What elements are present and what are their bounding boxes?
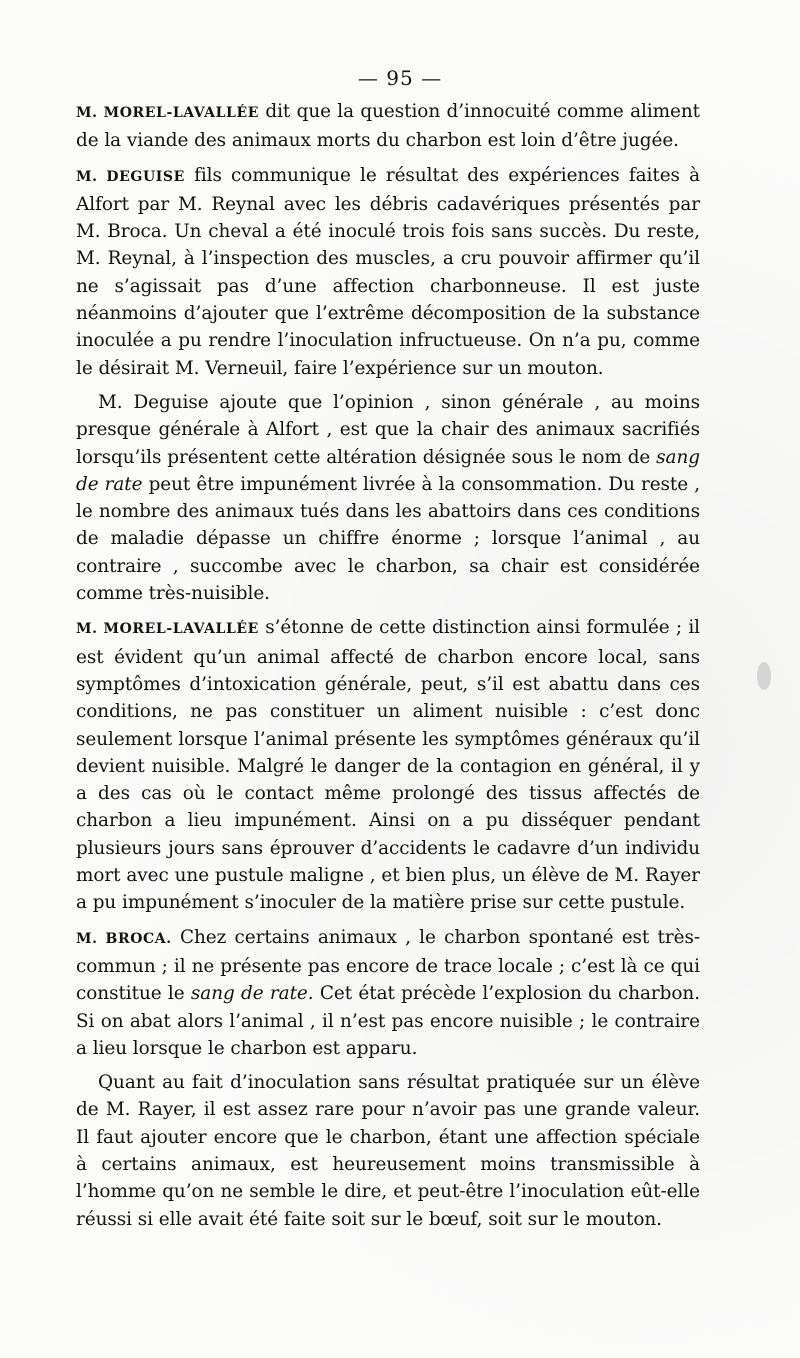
body-text bbox=[76, 98, 700, 1240]
speaker-name: M. DEGUISE bbox=[76, 168, 185, 185]
paragraph-broca-1 bbox=[76, 924, 700, 1062]
paragraph-text: s’étonne de cette distinction ainsi formulée ; il est évident qu’un animal affecté de charbon encore local, sans symptômes d’intoxication générale, peut, s’il est abattu dans ces conditions, ne pas constituer un aliment nuisible : c’est donc seulement lorsque l’animal présente les symptômes généraux qu’il devient nuisible. Malgré le danger de la contagion en général, il y a des cas où le contact même prolongé des tissus affectés de charbon a lieu impunément. Ainsi on a pu disséquer pendant plusieurs jours sans éprouver d’accidents le cadavre d’un individu mort avec une pustule maligne , et bien plus, un élève de M. Rayer a pu impunément s’inoculer de la matière prise sur cette pustule. bbox=[76, 617, 700, 914]
paragraph-text: Chez certains animaux , le charbon spontané est très-commun ; il ne présente pas encore de trace locale ; c’est là ce qui constitue le bbox=[76, 926, 701, 1005]
paragraph-text: fils communique le résultat des expériences faites à Alfort par M. Reynal avec les débris cadavériques présentés par M. Broca. Un cheval a été inoculé trois fois sans succès. Du reste, M. Reynal, à l’inspection des muscles, a cru pouvoir affirmer qu’il ne s’agissait pas d’une affection charbonneuse. Il est juste néanmoins d’ajouter que l’extrême décomposition de la substance inoculée a pu rendre l’inoculation infructueuse. On n’a pu, comme le désirait M. Verneuil, faire l’expérience sur un mouton. bbox=[76, 164, 700, 379]
paragraph-deguise-2 bbox=[76, 389, 700, 607]
page-number: — 95 — bbox=[357, 66, 443, 90]
speaker-name: M. BROCA. bbox=[76, 930, 172, 947]
paragraph-text: Quant au fait d’inoculation sans résultat pratiquée sur un élève de M. Rayer, il est assez rare pour n’avoir pas une grande valeur. Il faut ajouter encore que le charbon, étant une affection spéciale à certains animaux, est heureusement moins transmissible à l’homme qu’on ne semble le dire, et peut-être l’inoculation eût-elle réussi si elle avait été faite soit sur le bœuf, soit sur le mouton. bbox=[76, 1072, 700, 1230]
paragraph-text: Cet état précède l’explosion du charbon. Si on abat alors l’animal , il n’est pas encore nuisible ; le contraire a lieu lorsque le charbon est apparu. bbox=[76, 983, 700, 1059]
ink-smudge bbox=[757, 662, 771, 690]
paragraph-deguise-1 bbox=[76, 162, 700, 382]
speaker-name: M. MOREL-LAVALLÉE bbox=[76, 621, 259, 638]
paragraph-text: M. Deguise ajoute que l’opinion , sinon générale , au moins presque générale à Alfort , est que la chair des animaux sacrifiés lorsqu’ils présentent cette altération désignée sous le nom de bbox=[76, 391, 700, 468]
paragraph-text: peut être impunément livrée à la consommation. Du reste , le nombre des animaux tués dans les abattoirs dans ces conditions de maladie dépasse un chiffre énorme ; lorsque l’animal , au contraire , succombe avec le charbon, sa chair est considérée comme très-nuisible. bbox=[76, 473, 700, 605]
speaker-name: M. MOREL-LAVALLÉE bbox=[76, 105, 260, 121]
paragraph-morel-lavallee-1 bbox=[76, 98, 700, 155]
paragraph-text: dit que la question d’innocuité comme aliment de la viande des animaux morts du charbon est loin d’être jugée. bbox=[76, 101, 701, 152]
paragraph-broca-2 bbox=[76, 1069, 700, 1233]
paragraph-morel-lavallee-2 bbox=[76, 614, 700, 916]
italic-term: sang de rate bbox=[76, 446, 700, 495]
italic-term: sang de rate. bbox=[190, 983, 314, 1005]
